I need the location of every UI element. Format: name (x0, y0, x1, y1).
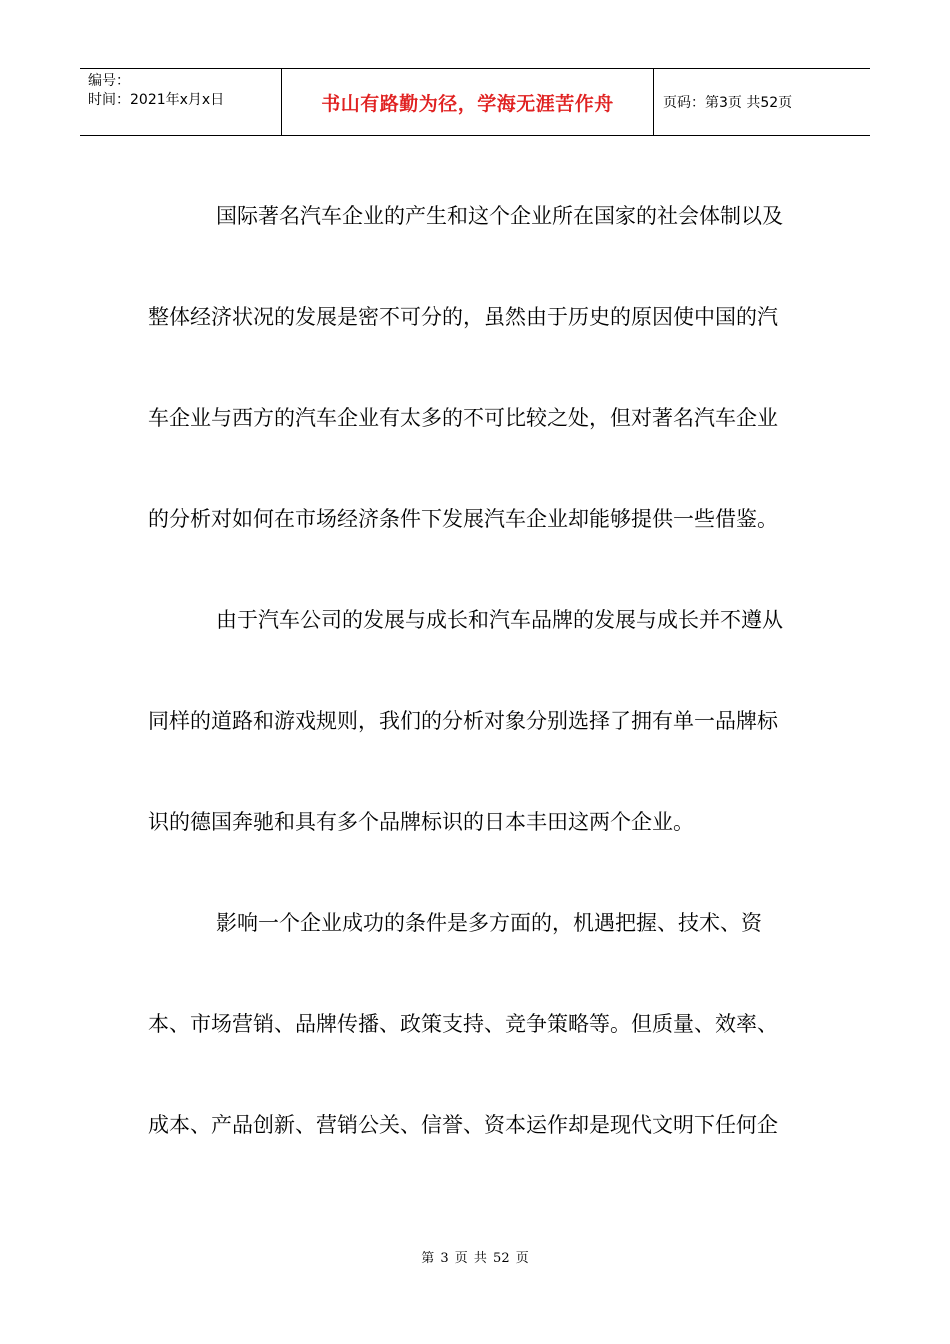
motto: 书山有路勤为径，学海无涯苦作舟 (321, 92, 614, 115)
paragraph-line: 成本、产品创新、营销公关、信誉、资本运作却是现代文明下任何企 (148, 1113, 778, 1137)
header-motto-cell (282, 69, 654, 135)
serial-label: 编号： (88, 73, 130, 89)
paragraph-line: 影响一个企业成功的条件是多方面的，机遇把握、技术、资 (216, 911, 762, 935)
date-line: 时间：2021年x月x日 (88, 92, 225, 108)
paragraph-line: 本、市场营销、品牌传播、政策支持、竞争策略等。但质量、效率、 (148, 1012, 778, 1036)
paragraph-line: 的分析对如何在市场经济条件下发展汽车企业却能够提供一些借鉴。 (148, 507, 778, 531)
paragraph-line: 国际著名汽车企业的产生和这个企业所在国家的社会体制以及 (216, 204, 783, 228)
page-info: 页码：第3页 共52页 (663, 95, 793, 111)
paragraph-line: 车企业与西方的汽车企业有太多的不可比较之处，但对著名汽车企业 (148, 406, 778, 430)
header-page-info-cell (654, 69, 870, 135)
header-meta (80, 69, 282, 135)
paragraph-line: 同样的道路和游戏规则，我们的分析对象分别选择了拥有单一品牌标 (148, 709, 778, 733)
paragraph-line: 由于汽车公司的发展与成长和汽车品牌的发展与成长并不遵从 (216, 608, 783, 632)
paragraph-line: 识的德国奔驰和具有多个品牌标识的日本丰田这两个企业。 (148, 810, 694, 834)
paragraph-line: 整体经济状况的发展是密不可分的，虽然由于历史的原因使中国的汽 (148, 305, 778, 329)
page-header (80, 68, 870, 136)
body-text (148, 186, 823, 1196)
footer-page-number: 第 3 页 共 52 页 (421, 1251, 529, 1266)
